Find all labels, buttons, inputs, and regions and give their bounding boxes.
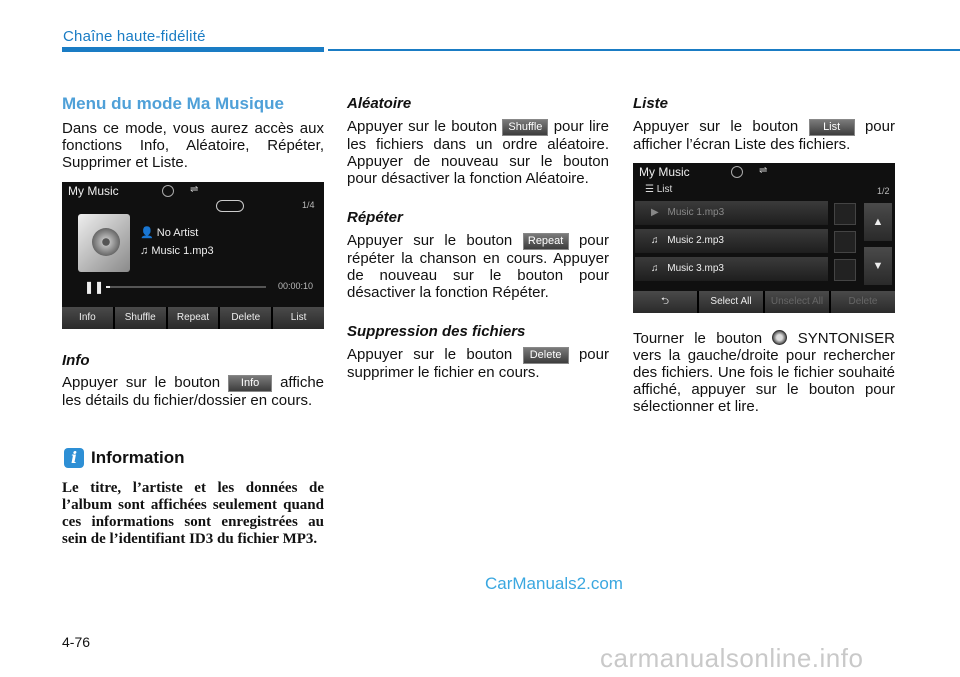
list-screen-title: My Music <box>639 165 690 179</box>
right-column-bottom <box>633 330 895 415</box>
player-screen <box>62 182 324 329</box>
disc-icon <box>92 228 120 256</box>
repeat-heading: Répéter <box>347 209 403 226</box>
list-softkeys <box>633 291 895 313</box>
playback-time: 00:00:10 <box>278 281 314 291</box>
album-art <box>78 214 130 272</box>
list-heading: Liste <box>633 95 669 112</box>
player-screen-title: My Music <box>68 184 119 198</box>
music-note-icon: ♫ <box>651 235 659 246</box>
progress-track[interactable] <box>106 286 266 288</box>
info-section <box>62 352 324 409</box>
middle-column <box>347 95 609 381</box>
row-checkbox[interactable] <box>834 231 856 253</box>
music-note-icon: ♫ <box>140 245 149 257</box>
right-column-top <box>633 95 895 153</box>
shuffle-button-inline: Shuffle <box>502 119 548 136</box>
usb-icon: ⇌ <box>759 165 768 176</box>
track-row <box>140 245 214 257</box>
list-button-inline: List <box>809 119 855 136</box>
list-row[interactable] <box>635 201 828 225</box>
watermark: CarManuals2.com <box>485 574 623 593</box>
repeat-mode-icon <box>216 200 244 212</box>
cd-icon <box>162 185 174 197</box>
site-watermark: carmanualsonline.info <box>600 643 864 673</box>
row-checkbox[interactable] <box>834 259 856 281</box>
list-icon: ☰ <box>645 184 654 195</box>
artist-name: No Artist <box>156 227 199 239</box>
list-counter: 1/2 <box>877 186 890 196</box>
information-icon: i <box>64 448 84 468</box>
tune-knob-icon <box>772 330 787 345</box>
softkey-info[interactable]: Info <box>62 307 113 329</box>
header-rule-thin <box>328 49 960 51</box>
softkey-list[interactable]: List <box>273 307 324 329</box>
list-subtitle-row <box>645 184 672 195</box>
unselect-all-button[interactable]: Unselect All <box>765 291 829 313</box>
cd-icon <box>731 166 743 178</box>
menu-heading: Menu du mode Ma Musique <box>62 94 284 113</box>
player-counter: 1/4 <box>302 200 315 210</box>
information-title: Information <box>91 448 185 467</box>
info-heading: Info <box>62 352 90 369</box>
list-subtitle: List <box>656 184 673 195</box>
list-row[interactable] <box>635 229 828 253</box>
softkey-shuffle[interactable]: Shuffle <box>115 307 166 329</box>
list-text: Appuyer sur le bouton List pour afficher l’écran Liste des fichiers. <box>633 118 895 153</box>
softkey-repeat[interactable]: Repeat <box>168 307 219 329</box>
player-softkeys <box>62 307 324 329</box>
list-row-title: Music 1.mp3 <box>667 207 725 218</box>
header-rule-thick <box>62 47 324 52</box>
shuffle-heading: Aléatoire <box>347 95 412 112</box>
select-all-button[interactable]: Select All <box>699 291 763 313</box>
artist-row <box>140 226 198 239</box>
usb-icon: ⇌ <box>190 184 199 195</box>
list-row[interactable] <box>635 257 828 281</box>
music-note-icon: ♫ <box>651 263 659 274</box>
scroll-down-button[interactable]: ▼ <box>864 247 892 285</box>
scroll-up-button[interactable]: ▲ <box>864 203 892 241</box>
delete-list-button[interactable]: Delete <box>831 291 895 313</box>
pause-icon[interactable]: ❚❚ <box>84 280 105 294</box>
list-screen <box>633 163 895 313</box>
shuffle-text: Appuyer sur le bouton Shuffle pour lire les fichiers dans un ordre aléatoire. Appuyer de nouveau sur le bouton pour désactiver la fonction Aléatoire. <box>347 118 610 187</box>
person-icon: 👤 <box>140 227 154 239</box>
row-checkbox[interactable] <box>834 203 856 225</box>
info-button-inline: Info <box>228 375 272 392</box>
progress-fill <box>106 286 110 288</box>
delete-text: Appuyer sur le bouton Delete pour supprimer le fichier en cours. <box>347 346 609 381</box>
repeat-text: Appuyer sur le bouton Repeat pour répéter la chanson en cours. Appuyer de nouveau sur le bouton pour désactiver la fonction Répéter. <box>347 232 609 301</box>
information-text: Le titre, l’artiste et les données de l’album sont affichées seulement quand ces informations sont enregistrées au sein de l’identifiant ID3 du fichier MP3. <box>62 480 324 547</box>
delete-button-inline: Delete <box>523 347 569 364</box>
play-icon: ▶ <box>651 207 659 218</box>
softkey-delete[interactable]: Delete <box>220 307 271 329</box>
left-column <box>62 95 324 171</box>
menu-intro: Dans ce mode, vous aurez accès aux fonctions Info, Aléatoire, Répéter, Supprimer et Liste. <box>62 120 324 171</box>
back-button[interactable]: ⮌ <box>633 291 697 313</box>
section-title: Chaîne haute-fidélité <box>63 28 206 45</box>
list-row-title: Music 3.mp3 <box>667 263 724 274</box>
info-text: Appuyer sur le bouton Info affiche les détails du fichier/dossier en cours. <box>62 374 325 409</box>
list-row-title: Music 2.mp3 <box>667 235 724 246</box>
track-name: Music 1.mp3 <box>151 245 214 257</box>
delete-heading: Suppression des fichiers <box>347 323 526 340</box>
repeat-button-inline: Repeat <box>523 233 569 250</box>
tune-text: Tourner le bouton SYNTONISER vers la gauche/droite pour rechercher des fichiers. Une fois le fichier souhaité affiché, appuyer sur le bouton pour sélectionner et lire. <box>633 330 896 415</box>
page-number: 4-76 <box>62 634 91 650</box>
